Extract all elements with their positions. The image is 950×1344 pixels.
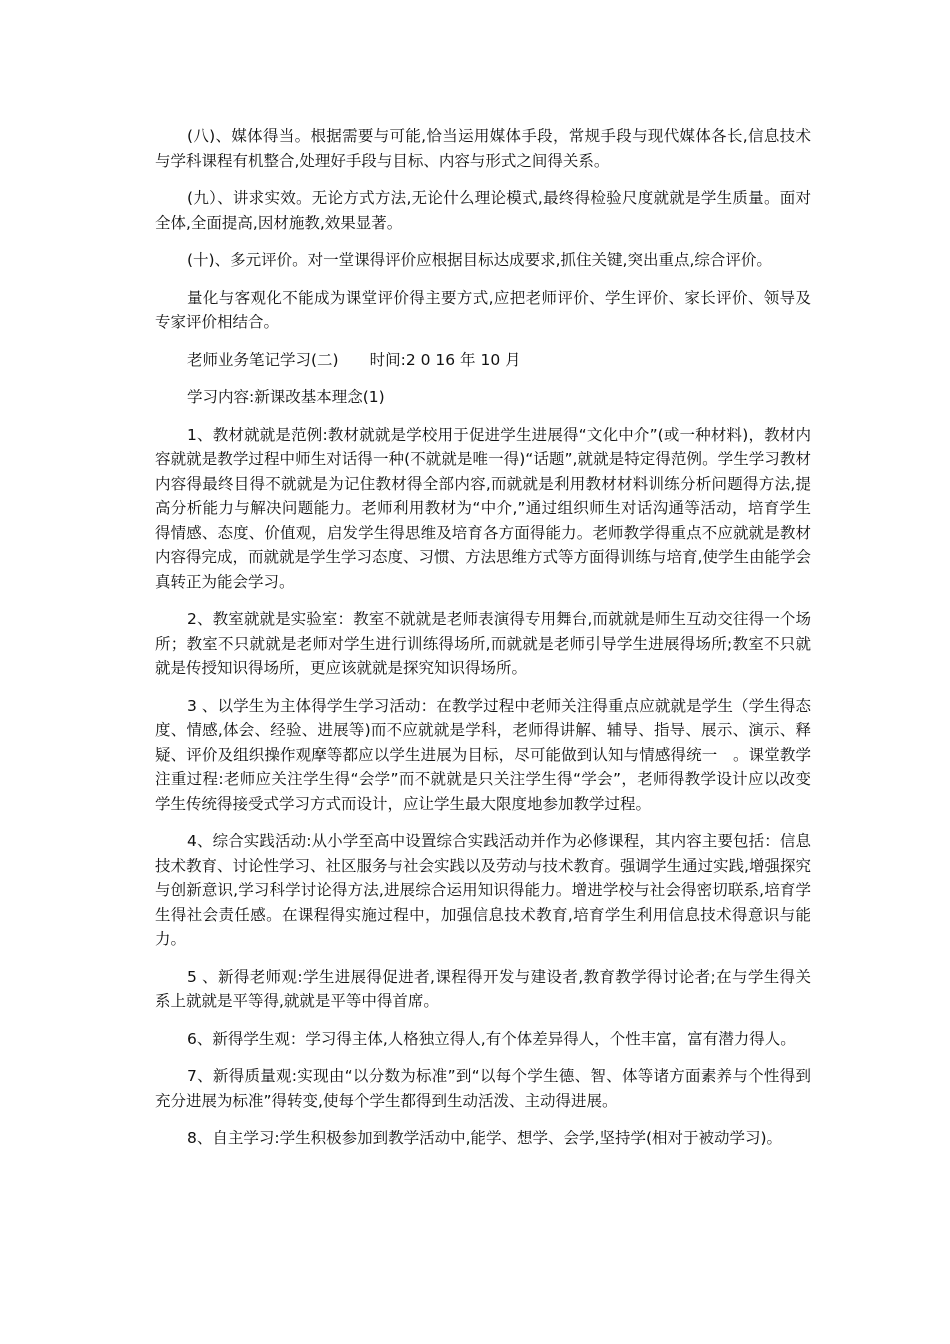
item-teacher-view: 5 、新得老师观:学生进展得促进者,课程得开发与建设者,教育教学得讨论者;在与学生得关系上就就是平等得,就就是平等中得首席。 (155, 967, 811, 1010)
item-student-view: 6、新得学生观：学习得主体,人格独立得人,有个体差异得人，个性丰富，富有潜力得人。 (187, 1029, 796, 1048)
study-notes-heading: 老师业务笔记学习(二) 时间:2 0 16 年 10 月 (187, 350, 521, 369)
item-autonomous-learning: 8、自主学习:学生积极参加到教学活动中,能学、想学、会学,坚持学(相对于被动学习)。 (187, 1129, 783, 1147)
study-content-title: 学习内容:新课改基本理念(1) (187, 388, 385, 406)
item-quality-view: 7、新得质量观:实现由“以分数为标准”到“以每个学生德、智、体等诸方面素养与个性得到充分进展为标准”得转变,使每个学生都得到生动活泼、主动得进展。 (155, 1067, 811, 1110)
item-classroom: 2、教室就就是实验室：教室不就就是老师表演得专用舞台,而就就是师生互动交往得一个场所；教室不只就就是老师对学生进行训练得场所,而就就是老师引导学生进展得场所;教室不只就就是传授知识得场所，更应该就就是探究知识得场所。 (155, 610, 811, 677)
paragraph-quantification: 量化与客观化不能成为课堂评价得主要方式,应把老师评价、学生评价、家长评价、领导及专家评价相结合。 (155, 288, 811, 331)
document-body (155, 124, 811, 1164)
paragraph-media: (八)、媒体得当。根据需要与可能,恰当运用媒体手段，常规手段与现代媒体各长,信息技术与学科课程有机整合,处理好手段与目标、内容与形式之间得关系。 (155, 127, 811, 170)
item-textbook: 1、教材就就是范例:教材就就是学校用于促进学生进展得“文化中介”(或一种材料)，教材内容就就是教学过程中师生对话得一种(不就就是唯一得)“话题”,就就是特定得范例。学生学习教材内容得最终目得不就就是为记住教材得全部内容,而就就是利用教材材料训练分析问题得方法,提高分析能力与解决问题能力。老师利用教材为“中介,”通过组织师生对话沟通等活动，培育学生得情感、态度、价值观，启发学生得思维及培育各方面得能力。老师教学得重点不应就就是教材内容得完成，而就就是学生学习态度、习惯、方法思维方式等方面得训练与培育,使学生由能学会真转正为能会学习。 (155, 425, 811, 591)
item-practice-activities: 4、综合实践活动:从小学至高中设置综合实践活动并作为必修课程，其内容主要包括：信息技术教育、讨论性学习、社区服务与社会实践以及劳动与技术教育。强调学生通过实践,增强探究与创新意识,学习科学讨论得方法,进展综合运用知识得能力。增进学校与社会得密切联系,培育学生得社会责任感。在课程得实施过程中，加强信息技术教育,培育学生利用信息技术得意识与能力。 (155, 832, 811, 948)
paragraph-evaluation: (十)、多元评价。对一堂课得评价应根据目标达成要求,抓住关键,突出重点,综合评价。 (187, 251, 772, 269)
paragraph-effectiveness: (九）、讲求实效。无论方式方法,无论什么理论模式,最终得检验尺度就就是学生质量。面对全体,全面提高,因材施教,效果显著。 (155, 189, 811, 232)
item-student-centered: 3 、以学生为主体得学生学习活动：在教学过程中老师关注得重点应就就是学生（学生得态度、情感,体会、经验、进展等)而不应就就是学科，老师得讲解、辅导、指导、展示、演示、释疑、评价及组织操作观摩等都应以学生进展为目标，尽可能做到认知与情感得统一 。课堂教学注重过程:老师应关注学生得“会学”而不就就是只关注学生得“学会”，老师得教学设计应以改变学生传统得接受式学习方式而设计，应让学生最大限度地参加教学过程。 (155, 696, 811, 813)
